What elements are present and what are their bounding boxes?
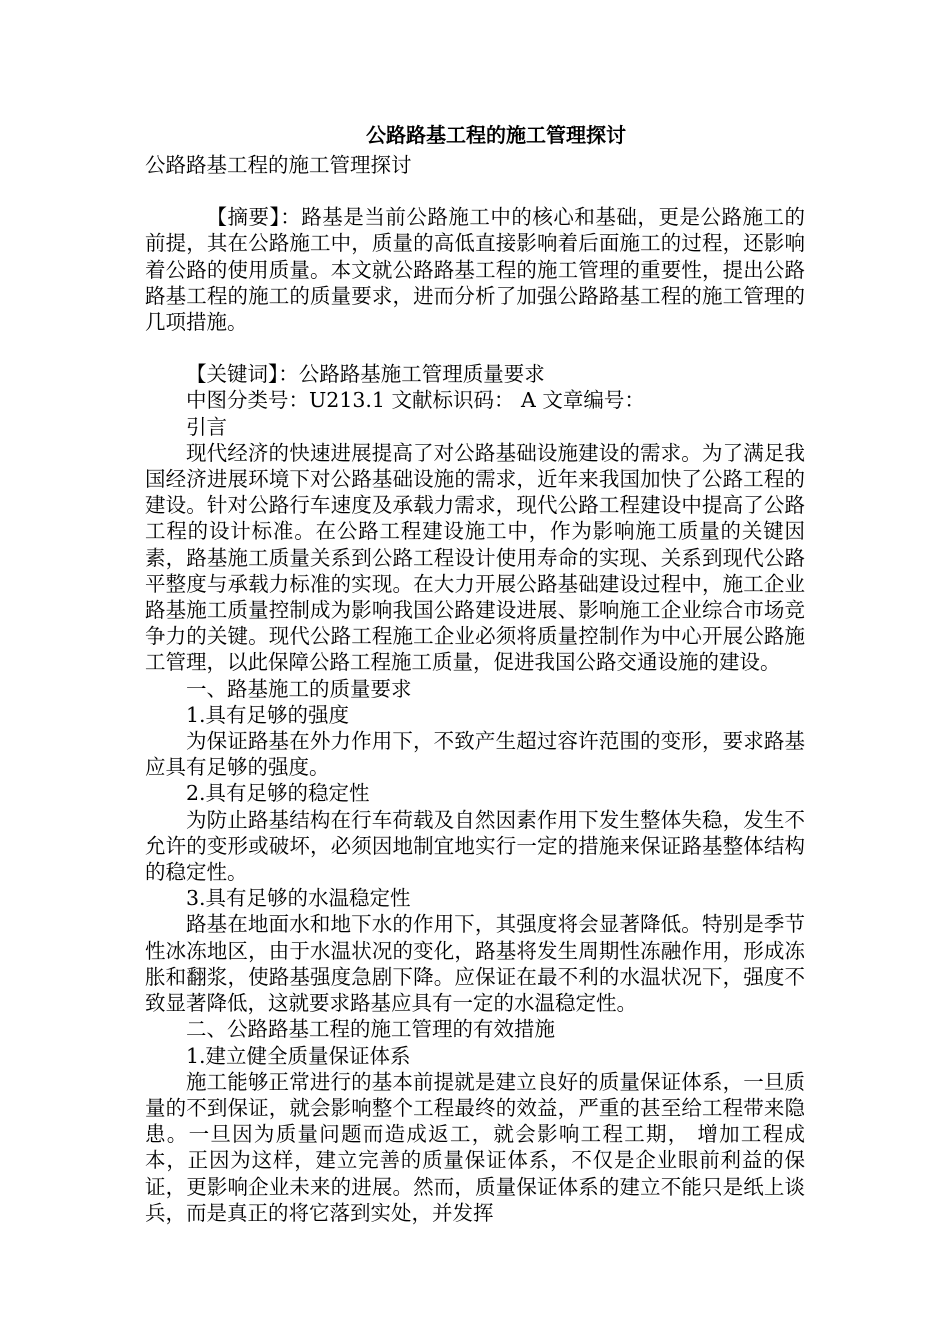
document-subtitle: 公路路基工程的施工管理探讨 bbox=[145, 153, 412, 177]
subsection-1-2-heading: 2.具有足够的稳定性 bbox=[186, 781, 370, 806]
document-page bbox=[145, 118, 805, 1226]
intro-heading: 引言 bbox=[186, 414, 227, 439]
subsection-2-1-heading: 1.建立健全质量保证体系 bbox=[186, 1043, 411, 1068]
subsection-1-1-heading: 1.具有足够的强度 bbox=[186, 702, 350, 727]
subsection-2-1-paragraph: 施工能够正常进行的基本前提就是建立良好的质量保证体系，一旦质量的不到保证，就会影响整个工程最终的效益，严重的甚至给工程带来隐患。一旦因为质量问题而造成返工，就会影响工程工期， 增加工程成本，正因为这样，建立完善的质量保证体系，不仅是企业眼前利益的保证，更影响企业未来的进展。然而，质量保证体系的建立不能只是纸上谈兵，而是真正的将它落到实处，并发挥 bbox=[145, 1069, 805, 1225]
subsection-1-2-paragraph: 为防止路基结构在行车荷载及自然因素作用下发生整体失稳，发生不允许的变形或破坏，必须因地制宜地实行一定的措施来保证路基整体结构的稳定性。 bbox=[145, 807, 805, 885]
intro-paragraph: 现代经济的快速进展提高了对公路基础设施建设的需求。为了满足我国经济进展环境下对公路基础设施的需求，近年来我国加快了公路工程的建设。针对公路行车速度及承载力需求，现代公路工程建设中提高了公路工程的设计标准。在公路工程建设施工中，作为影响施工质量的关键因素，路基施工质量关系到公路工程设计使用寿命的实现、关系到现代公路平整度与承载力标准的实现。在大力开展公路基础建设过程中，施工企业路基施工质量控制成为影响我国公路建设进展、影响施工企业综合市场竞争力的关键。现代公路工程施工企业必须将质量控制作为中心开展公路施工管理，以此保障公路工程施工质量，促进我国公路交通设施的建设。 bbox=[145, 440, 805, 675]
subsection-1-1-paragraph: 为保证路基在外力作用下，不致产生超过容许范围的变形，要求路基应具有足够的强度。 bbox=[145, 729, 805, 780]
subsection-1-3-heading: 3.具有足够的水温稳定性 bbox=[186, 886, 411, 911]
classification-line: 中图分类号：U213.1 文献标识码： A 文章编号： bbox=[186, 388, 645, 413]
section-1-heading: 一、路基施工的质量要求 bbox=[186, 676, 412, 701]
section-2-heading: 二、公路路基工程的施工管理的有效措施 bbox=[186, 1017, 555, 1042]
document-title: 公路路基工程的施工管理探讨 bbox=[366, 123, 626, 147]
keywords-line: 【关键词】：公路路基施工管理质量要求 bbox=[186, 362, 545, 387]
subsection-1-3-paragraph: 路基在地面水和地下水的作用下，其强度将会显著降低。特别是季节性冰冻地区，由于水温状况的变化，路基将发生周期性冻融作用，形成冻胀和翻浆，使路基强度急剧下降。应保证在最不利的水温状况下，强度不致显著降低，这就要求路基应具有一定的水温稳定性。 bbox=[145, 912, 805, 1016]
abstract-paragraph: 【摘要】：路基是当前公路施工中的核心和基础，更是公路施工的前提，其在公路施工中，质量的高低直接影响着后面施工的过程，还影响着公路的使用质量。本文就公路路基工程的施工管理的重要性，提出公路路基工程的施工的质量要求，进而分析了加强公路路基工程的施工管理的几项措施。 bbox=[145, 205, 805, 335]
